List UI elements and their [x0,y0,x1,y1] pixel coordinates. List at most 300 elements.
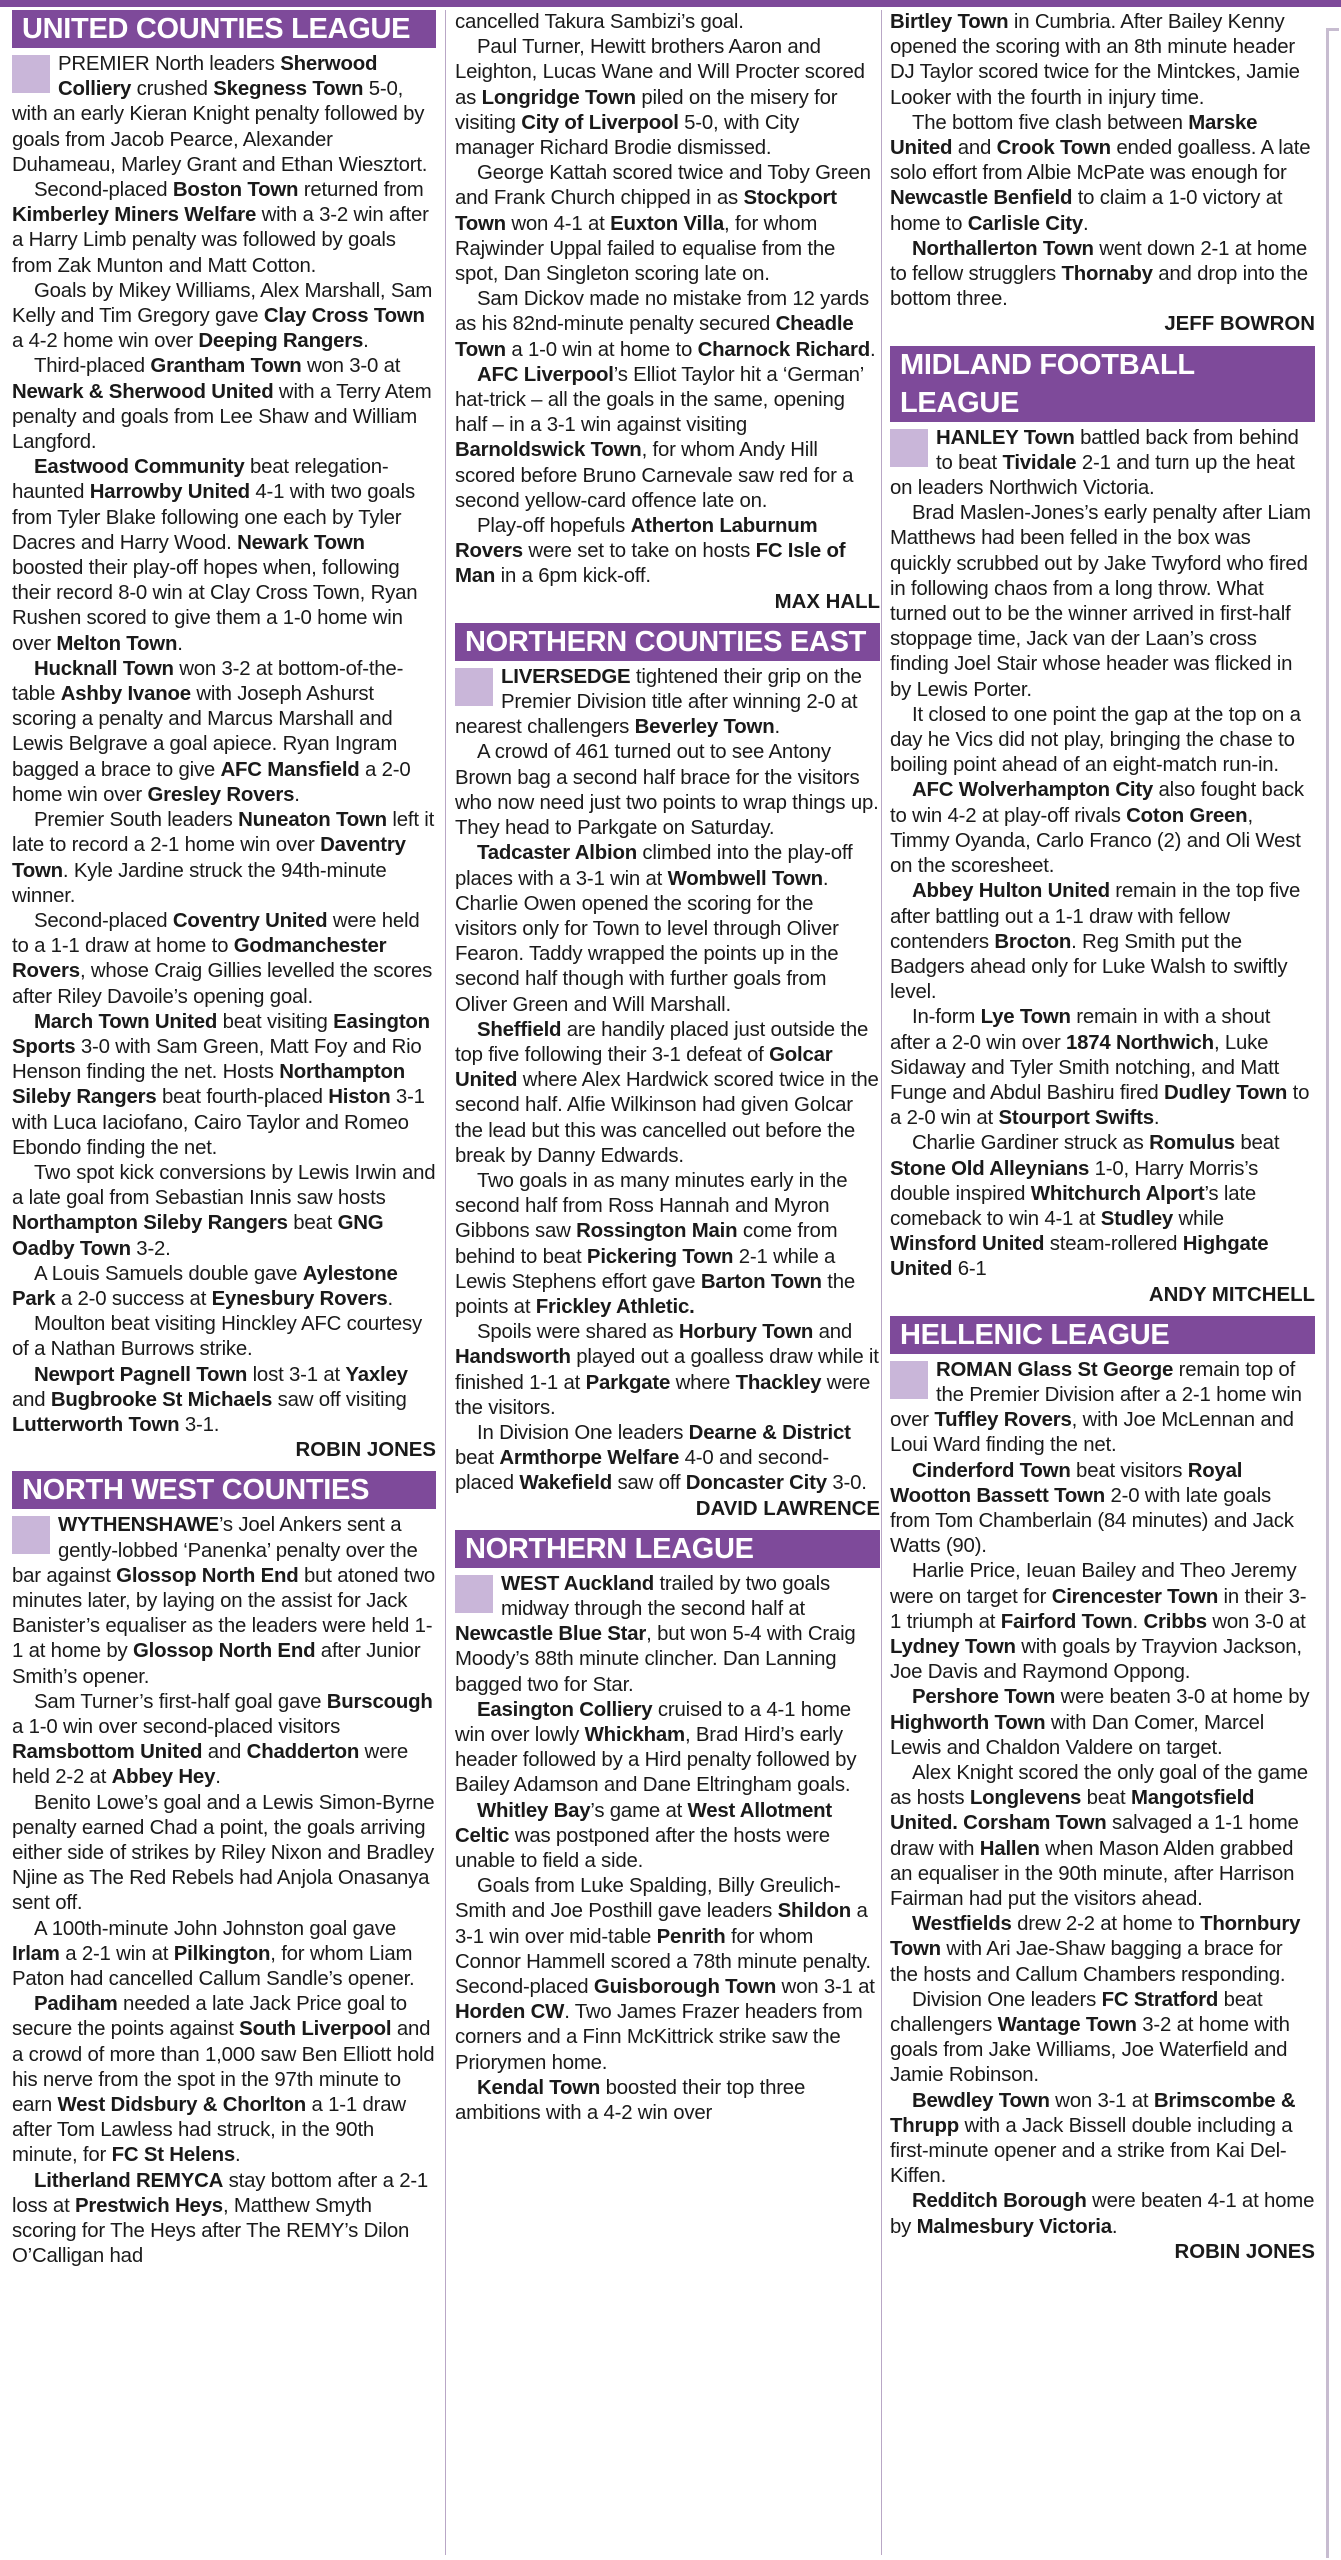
report-text: The bottom five clash between [912,111,1189,134]
report-text: stay bottom after a 2-1 loss at [12,2169,429,2217]
report-paragraph [455,287,880,363]
club-name: Pershore Town [912,1686,1056,1709]
club-name: Sheffield [477,1018,562,1041]
report-text: while [1173,1207,1224,1230]
report-text: ’s Joel Ankers sent a gently-lobbed ‘Panenka’ penalty over the bar against [12,1514,418,1587]
club-name: Kendal Town [477,2076,601,2099]
column-1 [12,10,436,2555]
report-text: with a 3-2 win after a Harry Limb penalty was followed by goals from Zak Munton and Matt Cotton. [12,204,429,277]
report-paragraph [12,1262,436,1312]
report-article [890,10,1315,312]
club-name: Coventry United [172,909,328,932]
report-text: battled back from behind to beat [936,426,1299,474]
club-name: AFC Mansfield [220,758,360,781]
report-text: with a Terry Atem penalty and goals from Lee Shaw and William Langford. [12,380,432,454]
report-text: trailed by two goals midway through the second half at [501,1572,831,1620]
report-text: a 2-1 win at [59,1942,174,1965]
club-name: Cheadle Town [455,313,854,361]
report-text: steam-rollered [1044,1233,1183,1256]
club-name: Hallen [979,1837,1040,1860]
report-text: It closed to one point the gap at the top on a day he Vics did not play, bringing the chase to boiling point ahead of an eight-match run-in. [890,703,1301,777]
club-name: Beverley Town [634,716,775,739]
league-heading: NORTHERN COUNTIES EAST [455,623,880,661]
club-name: Prestwich Heys [75,2194,223,2217]
report-text: Third-placed [34,355,151,378]
report-paragraph [890,2189,1315,2239]
report-text: PREMIER North leaders [58,53,281,75]
report-paragraph [455,1169,880,1320]
club-name: Godmanchester Rovers [12,935,387,983]
report-text: 3-0. [826,1472,867,1495]
report-paragraph [455,363,880,514]
report-text: Spoils were shared as [477,1321,679,1344]
report-article [890,1358,1315,2240]
report-text: crushed [131,78,214,101]
club-name: Penrith [656,1925,726,1948]
club-name: Handsworth [455,1346,571,1369]
club-name: Coton Green [1126,804,1248,827]
drop-square-icon [890,429,928,467]
club-name: Brimscombe & Thrupp [890,2089,1296,2137]
report-text: and a crowd of more than 1,000 saw Ben Elliott hold his nerve from the spot in the 97th minute to earn [12,2018,435,2117]
report-text: beat challengers [890,1988,1263,2037]
club-name: Northampton Sileby Rangers [12,1061,405,1109]
report-paragraph [890,1912,1315,1988]
club-name: AFC Liverpool [477,363,614,386]
report-text: 4-0 and second-placed [455,1447,829,1495]
report-text: A 100th-minute John Johnston goal gave [34,1917,396,1940]
column-3 [890,10,1315,2555]
report-text: beat [1081,1787,1131,1810]
report-text: in a 6pm kick-off. [495,565,651,588]
report-paragraph [455,1572,880,1698]
report-text: 3-0 with Sam Green, Matt Foy and Rio Henson finding the net. Hosts [12,1035,422,1084]
report-paragraph [12,1161,436,1262]
report-text: 3-2. [130,1237,171,1260]
club-name: Thornaby [1061,263,1153,286]
report-paragraph [890,1005,1315,1131]
report-text: the points at [455,1270,855,1318]
club-name: Nuneaton Town [238,809,387,832]
report-text: 5-0, with City manager Richard Brodie dismissed. [455,111,800,160]
report-paragraph [12,1363,436,1439]
club-name: Whitchurch Alport [1030,1182,1205,1205]
report-text: won 3-0 at [301,355,401,378]
club-name: Highgate United [890,1233,1269,1281]
report-text: Premier South leaders [34,809,239,832]
club-name: Royal Wootton Bassett Town [890,1459,1243,1507]
club-name: Lye Town [980,1006,1071,1029]
club-name: Deeping Rangers [198,330,364,353]
report-text: Play-off hopefuls [477,515,631,538]
report-text: salvaged a 1-1 home draw with [890,1812,1299,1860]
club-name: Armthorpe Welfare [499,1447,680,1470]
report-paragraph [12,455,436,657]
report-text: Two spot kick conversions by Lewis Irwin and a late goal from Sebastian Innis saw hosts [12,1161,436,1210]
reporter-byline: JEFF BOWRON [1164,313,1315,336]
report-text: tightened their grip on the Premier Division title after winning 2-0 at nearest challengers [455,665,862,739]
report-text: played out a goalless draw while it finished 1-1 at [455,1346,879,1394]
club-name: Glossop North End [116,1564,299,1587]
club-name: West Allotment Celtic [455,1799,833,1847]
club-name: March Town United [34,1010,218,1033]
club-name: Sherwood Colliery [58,53,378,101]
report-text: drew 2-2 at home to [1011,1913,1201,1936]
reporter-byline: ANDY MITCHELL [1148,1283,1315,1306]
club-name: Histon [328,1086,391,1109]
report-paragraph [890,1761,1315,1912]
report-text: and [12,1388,51,1411]
club-name: Ramsbottom United [12,1741,203,1764]
report-paragraph [890,1559,1315,1685]
report-text: a 1-1 draw after Tom Lawless had struck, in the 90th minute, for [12,2094,406,2167]
report-paragraph [890,111,1315,237]
report-text: saw off [612,1472,686,1495]
club-name: Tividale [1002,451,1077,474]
report-text: ’s Elliot Taylor hit a ‘German’ hat-trick – all the goals in the same, opening half – in a 3-1 win against visiting [455,363,864,437]
report-text: Charlie Gardiner struck as [912,1132,1150,1155]
report-paragraph [455,665,880,741]
drop-square-icon [12,1516,50,1554]
report-paragraph [890,1685,1315,1761]
club-name: Skegness Town [213,78,364,101]
report-text: come from behind to beat [455,1220,838,1268]
report-text: where [670,1371,736,1394]
club-name: Kimberley Miners Welfare [12,204,257,227]
report-paragraph [12,1010,436,1161]
report-paragraph [12,808,436,909]
report-text: a 4-2 home win over [12,330,199,353]
report-article [455,10,880,590]
club-name: Whickham [584,1724,685,1746]
report-text: in Cumbria. After Bailey Kenny opened the scoring with an 8th minute header DJ Taylor scored twice for the Mintckes, Jamie Looker with the fourth in injury time. [890,11,1300,109]
report-text: after Junior Smith’s opener. [12,1640,421,1688]
report-text: piled on the misery for visiting [455,86,838,134]
club-name: HANLEY Town [936,426,1075,449]
report-text: beat fourth-placed [156,1086,329,1109]
report-text: to claim a 1-0 victory at home to [890,187,1283,235]
report-text: a 2-0 home win over [12,758,411,806]
report-text: . [363,330,369,353]
club-name: Fairford Town [1000,1610,1133,1633]
report-text: won 3-2 at bottom-of-the-table [12,657,404,706]
report-paragraph [890,1358,1315,1459]
club-name: Wombwell Town [667,867,823,890]
report-text: remain in with a shout after a 2-0 win over [890,1006,1271,1054]
report-text: , for whom Andy Hill scored before Bruno Carnevale saw red for a second yellow-card offence late on. [455,439,854,512]
club-name: FC Stratford [1101,1988,1219,2011]
club-name: Barnoldswick Town [455,439,642,462]
report-text: Goals by Mikey Williams, Alex Marshall, Sam Kelly and Tim Gregory gave [12,279,433,328]
report-text: beat relegation-haunted [12,456,389,504]
club-name: Barton Town [700,1270,822,1293]
report-text: cruised to a 4-1 home win over lowly [455,1698,851,1746]
report-text: Moulton beat visiting Hinckley AFC courtesy of a Nathan Burrows strike. [12,1313,423,1361]
report-text: won 3-1 at [776,1976,875,1999]
report-paragraph [455,2076,880,2126]
club-name: Gresley Rovers [147,783,295,806]
club-name: Horden CW [455,2001,565,2024]
report-text: 2-1 and turn up the heat on leaders Northwich Victoria. [890,451,1295,500]
report-text: with Dan Comer, Marcel Lewis and Chaldon Valdere on target. [890,1711,1265,1759]
report-text: Second-placed [34,179,173,202]
report-paragraph [890,778,1315,879]
report-text: 4-1 with two goals from Tyler Blake following one each by Tyler Dacres and Harry Wood. [12,481,416,554]
club-name: Mangotsfield United. [890,1787,1255,1835]
report-paragraph [12,52,436,178]
club-name: Stourport Swifts [998,1107,1154,1130]
report-paragraph [12,1917,436,1993]
club-name: Parkgate [585,1371,671,1394]
report-text: A Louis Samuels double gave [34,1262,303,1285]
club-name: Grantham Town [150,355,302,378]
report-text: . [774,716,780,739]
club-name: Whitley Bay [477,1799,591,1822]
club-name: Easington Colliery [477,1698,653,1721]
club-name: Chadderton [246,1741,360,1764]
report-article [12,52,436,1438]
club-name: Golcar United [455,1043,833,1092]
club-name: Aylestone Park [12,1262,398,1310]
club-name: FC St Helens [111,2144,235,2167]
league-heading: HELLENIC LEAGUE [890,1316,1315,1354]
report-text: 2-1 while a Lewis Stephens effort gave [455,1245,836,1293]
club-name: Daventry Town [12,834,406,882]
report-text: boosted their play-off hopes when, following their record 8-0 win at Clay Cross Town, Ryan Rushen scored to give them a 1-0 home win over [12,557,418,655]
club-name: Frickley Athletic. [535,1295,695,1318]
report-paragraph [455,1698,880,1799]
report-text: beat visiting [217,1010,334,1033]
reporter-byline: ROBIN JONES [295,1439,436,1462]
club-name: City of Liverpool [521,111,679,134]
report-text: in their 3-1 triumph at [890,1585,1307,1633]
report-text: with a Jack Bissell double including a first-minute opener and a strike from Kai Del-Kiffen. [890,2114,1293,2188]
reporter-byline: MAX HALL [774,590,880,613]
report-paragraph [12,909,436,1010]
report-text: Paul Turner, Hewitt brothers Aaron and Leighton, Lucas Wane and Will Procter scored as [455,36,865,109]
club-name: Euxton Villa [610,212,725,235]
club-name: Shildon [777,1900,851,1923]
report-text: . [215,1766,221,1789]
club-name: Newport Pagnell Town [34,1363,248,1386]
top-color-bar [0,0,1341,7]
report-paragraph [12,1513,436,1689]
report-text: 1-0, Harry Morris’s double inspired [890,1157,1259,1205]
report-text: also fought back to win 4-2 at play-off rivals [890,779,1304,827]
report-paragraph [890,2089,1315,2190]
club-name: Newcastle Blue Star [455,1623,647,1646]
report-text: and [952,137,997,160]
reporter-byline: DAVID LAWRENCE [695,1497,880,1520]
report-article [890,426,1315,1283]
club-name: Eastwood Community [34,456,245,479]
club-name: Dearne & District [688,1421,851,1444]
report-text: . [234,2144,241,2167]
report-text: when Mason Alden grabbed an equaliser in the 90th minute, after Harrison Fairman had put the visitors ahead. [890,1837,1295,1911]
report-text: Sam Turner’s first-half goal gave [34,1690,327,1713]
club-name: Bewdley Town [912,2089,1050,2112]
club-name: Crook Town [996,137,1111,160]
column-2 [455,10,880,2555]
report-paragraph [12,1312,436,1362]
report-paragraph [890,237,1315,313]
report-paragraph [455,740,880,841]
report-text: a 3-1 win over mid-table [455,1900,868,1948]
club-name: Abbey Hey [111,1766,216,1789]
report-text: won 4-1 at [505,212,611,235]
club-name: Harrowby United [89,481,250,504]
report-paragraph [12,1992,436,2168]
report-text: beat [1234,1132,1280,1155]
adjacent-panel-edge [1326,28,1339,2558]
report-paragraph [12,1690,436,1791]
report-text: boosted their top three ambitions with a 4-2 win over [455,2076,806,2125]
club-name: Padiham [34,1993,118,2016]
report-text: In-form [912,1006,981,1029]
league-heading: NORTH WEST COUNTIES [12,1471,436,1509]
report-paragraph [455,161,880,287]
club-name: Rossington Main [576,1220,738,1243]
club-name: Newcastle Benfield [890,187,1073,210]
club-name: Pilkington [173,1942,271,1965]
club-name: Redditch Borough [912,2190,1087,2213]
report-text: , with Joe McLennan and Loui Ward finding the net. [890,1409,1294,1457]
club-name: Studley [1100,1207,1173,1230]
report-text: a 2-0 success at [55,1287,212,1310]
club-name: Wakefield [519,1472,612,1495]
club-name: Lydney Town [890,1635,1016,1658]
club-name: AFC Wolverhampton City [912,779,1154,802]
report-article [12,1513,436,2269]
report-paragraph [890,1459,1315,1560]
report-text: Benito Lowe’s goal and a Lewis Simon-Byrne penalty earned Chad a point, the goals arriving either side of strikes by Riley Nixon and Bradley Njine as The Red Rebels had Anjola Onasanya sent off. [12,1791,435,1915]
club-name: Burscough [326,1690,433,1713]
report-paragraph [12,1791,436,1917]
club-name: Newark & Sherwood United [12,380,274,403]
report-text: . Reg Smith put the Badgers ahead only for Luke Walsh to swiftly level. [890,930,1288,1004]
report-text: lost 3-1 at [247,1363,346,1386]
club-name: Thackley [735,1371,822,1394]
report-text: and drop into the bottom three. [890,263,1308,311]
report-text: ’s late comeback to win 4-1 at [890,1182,1256,1230]
club-name: Horbury Town [678,1321,814,1344]
club-name: Irlam [12,1942,60,1965]
report-text: won 3-1 at [1049,2089,1154,2112]
report-text: , Timmy Oyanda, Carlo Franco (2) and Oli West on the scoresheet. [890,804,1301,878]
club-name: Tadcaster Albion [477,842,637,865]
report-paragraph [890,1988,1315,2089]
report-text: Brad Maslen-Jones’s early penalty after Liam Matthews had been felled in the box was quickly scrubbed out by Jake Twyford who fired in following chaos from a long throw. What turned out to be the winner arrived in first-half stoppage time, Jack van der Laan’s cross finding Joel Stair whose header was flicked in by Lewis Porter. [890,502,1311,701]
report-text: remain top of the Premier Division after a 2-1 home win over [890,1358,1302,1432]
club-name: Stockport Town [455,187,837,235]
report-paragraph [12,2169,436,2270]
report-text: returned from [298,179,424,202]
report-text: . [177,632,183,655]
club-name: Tuffley Rovers [934,1409,1072,1432]
report-text: , for whom Rajwinder Uppal failed to equalise from the spot, Dan Singleton scoring late on. [455,212,836,286]
club-name: Northallerton Town [912,237,1094,260]
report-text: A crowd of 461 turned out to see Antony Brown bag a second half brace for the visitors who now need just two points to wrap things up. They head to Parkgate on Saturday. [455,741,879,840]
report-text: ended goalless. A late solo effort from Albie McPate was enough for [890,137,1311,185]
report-text: won 3-0 at [1206,1610,1306,1633]
club-name: Cinderford Town [912,1459,1071,1482]
drop-square-icon [12,55,50,93]
club-name: Romulus [1149,1132,1235,1155]
club-name: Glossop North End [132,1640,316,1663]
club-name: Hucknall Town [34,657,174,680]
club-name: Abbey Hulton United [912,880,1110,903]
club-name: Brocton [994,930,1072,953]
club-name: Birtley Town [890,11,1009,33]
report-text: remain in the top five after battling out a 1-1 draw with fellow contenders [890,880,1301,953]
club-name: Doncaster City [685,1472,827,1495]
report-text: . Two James Frazer headers from corners and a Finn McKittrick strike saw the Priorymen home. [455,2001,863,2074]
report-text: ’s game at [590,1799,688,1822]
report-text: , Luke Sidaway and Tyler Smith notching, and Matt Funge and Abdul Bashiru fired [890,1031,1280,1104]
report-paragraph [12,657,436,808]
club-name: Northampton Sileby Rangers [12,1212,288,1235]
report-text: went down 2-1 at home to fellow strugglers [890,237,1308,286]
club-name: LIVERSEDGE [501,665,631,688]
club-name: 1874 Northwich [1066,1031,1214,1054]
report-text: needed a late Jack Price goal to secure the points against [12,1993,407,2041]
club-name: Marske United [890,111,1258,160]
club-name: West Didsbury & Chorlton [57,2094,307,2117]
report-text: , but won 5-4 with Craig Moody’s 88th minute clincher. Dan Lanning bagged two for Star. [455,1623,856,1696]
report-paragraph [890,703,1315,779]
club-name: Clay Cross Town [263,305,425,328]
report-text: . [870,338,876,361]
report-text: . [294,783,300,806]
report-text: Two goals in as many minutes early in the second half from Ross Hannah and Myron Gibbons saw [455,1169,848,1243]
report-paragraph [890,501,1315,703]
report-text: were the visitors. [455,1371,871,1419]
report-text: 2-0 with late goals from Tom Chamberlain (84 minutes) and Jack Watts (90). [890,1484,1294,1558]
report-text: , for whom Liam Paton had cancelled Callum Sandle’s opener. [12,1942,415,1991]
report-text: Second-placed [34,909,173,932]
report-text: beat visitors [1070,1459,1188,1482]
club-name: Wantage Town [997,2014,1137,2037]
report-article [455,1572,880,2126]
report-text: were beaten 3-0 at home by [1055,1686,1310,1709]
club-name: Malmesbury Victoria [916,2215,1112,2238]
club-name: Winsford United [890,1233,1045,1256]
club-name: Pickering Town [586,1245,734,1268]
report-text: Sam Dickov made no mistake from 12 yards as his 82nd-minute penalty secured [455,288,870,336]
report-text: 3-2 at home with goals from Jake Williams, Joe Waterfield and Jamie Robinson. [890,2014,1290,2087]
club-name: Cribbs [1143,1610,1207,1633]
report-paragraph [455,1421,880,1497]
report-text: Division One leaders [912,1988,1102,2011]
report-paragraph [455,514,880,590]
report-text: . [1111,2215,1118,2238]
report-text: with Joseph Ashurst scoring a penalty and Marcus Marshall and Lewis Belgrave a goal apiece. Ryan Ingram bagged a brace to give [12,683,398,781]
club-name: Melton Town [56,632,178,655]
club-name: Guisborough Town [593,1976,777,1999]
club-name: Dudley Town [1164,1081,1288,1104]
report-text: Harlie Price, Ieuan Bailey and Theo Jeremy were on target for [890,1560,1297,1608]
report-text: beat [287,1212,338,1235]
report-text: but atoned two minutes later, by laying on the assist for Jack Banister’s equaliser as the leaders were held 1-1 at home by [12,1564,435,1663]
report-text: with Ari Jae-Shaw bagging a brace for the hosts and Callum Chambers responding. [890,1938,1286,1986]
report-paragraph [455,10,880,35]
report-paragraph [890,879,1315,1005]
report-text: 5-0, with an early Kieran Knight penalty followed by goals from Jacob Pearce, Alexander Duhameau, Marley Grant and Ethan Wiesztort. [12,78,428,176]
club-name: Westfields [912,1913,1012,1936]
report-text: and [813,1321,853,1344]
report-text: . [1132,1610,1144,1633]
report-text: cancelled Takura Sambizi’s goal. [455,11,744,33]
